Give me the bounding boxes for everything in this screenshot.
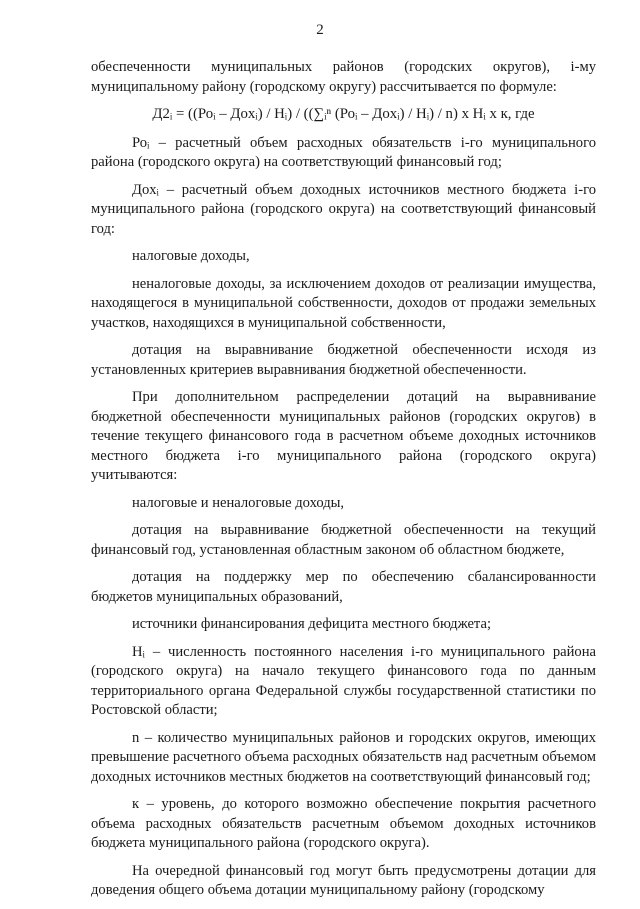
paragraph-tax-and-non-tax: налоговые и неналоговые доходы, xyxy=(132,494,345,511)
paragraph-current-year-grant: дотация на выравнивание бюджетной обеспеченности на текущий финансовый год, установленная областным законом об областном бюджете, xyxy=(91,522,596,558)
paragraph-population-definition: Нᵢ – численность постоянного населения i-го муниципального района (городского округа) на начало текущего финансового года по данным территориального органа Федеральной службы государственной статистики по Ростовской области; xyxy=(91,643,596,718)
paragraph-additional-distribution: При дополнительном распределении дотаций на выравнивание бюджетной обеспеченности муниципальных районов (городских округов) в течение текущего финансового года в расчетном объеме доходных источников местного бюджета i-го муниципального района (городского округа) учитываются: xyxy=(91,389,596,483)
paragraph-balance-support: дотация на поддержку мер по обеспечению сбалансированности бюджетов муниципальных образований, xyxy=(91,569,596,605)
paragraph-n-definition: n – количество муниципальных районов и городских округов, имеющих превышение расчетного объема расходных обязательств над расчетным объемом доходных источников местных бюджетов на соответствующий финансовый год; xyxy=(91,729,596,785)
paragraph-k-definition: к – уровень, до которого возможно обеспечение покрытия расчетного объема расходных обязательств расчетным объемом доходных источников бюджета муниципального района (городского округа). xyxy=(91,796,596,851)
paragraph-non-tax-income: неналоговые доходы, за исключением доходов от реализации имущества, находящегося в муниципальной собственности, доходов от продажи земельных участков, находящихся в муниципальной собственности, xyxy=(91,275,596,331)
paragraph-next-year: На очередной финансовый год могут быть предусмотрены дотации для доведения общего объема дотации муниципальному району (городскому xyxy=(91,862,596,898)
paragraph-formula-intro: обеспеченности муниципальных районов (городских округов), i-му муниципальному району (городскому округу) рассчитывается по формуле: xyxy=(91,59,596,95)
page-number: 2 xyxy=(316,22,324,38)
paragraph-tax-income: налоговые доходы, xyxy=(132,248,250,264)
paragraph-dox-definition: Доxᵢ – расчетный объем доходных источников местного бюджета i-го муниципального района (городского округа) на соответствующий финансовый год: xyxy=(91,181,596,237)
paragraph-ro-definition: Роᵢ – расчетный объем расходных обязательств i-го муниципального района (городского округа) на соответствующий финансовый год; xyxy=(91,134,596,170)
formula: Д2ᵢ = ((Роᵢ – Доxᵢ) / Нᵢ) / ((∑ᵢⁿ (Роᵢ – Доxᵢ) / Нᵢ) / n) х Нᵢ х к, где xyxy=(152,106,535,122)
paragraph-equalization-grant: дотация на выравнивание бюджетной обеспеченности исходя из установленных критериев выравнивания бюджетной обеспеченности. xyxy=(91,342,596,378)
document-body xyxy=(91,58,596,909)
paragraph-deficit-financing: источники финансирования дефицита местного бюджета; xyxy=(132,616,492,632)
